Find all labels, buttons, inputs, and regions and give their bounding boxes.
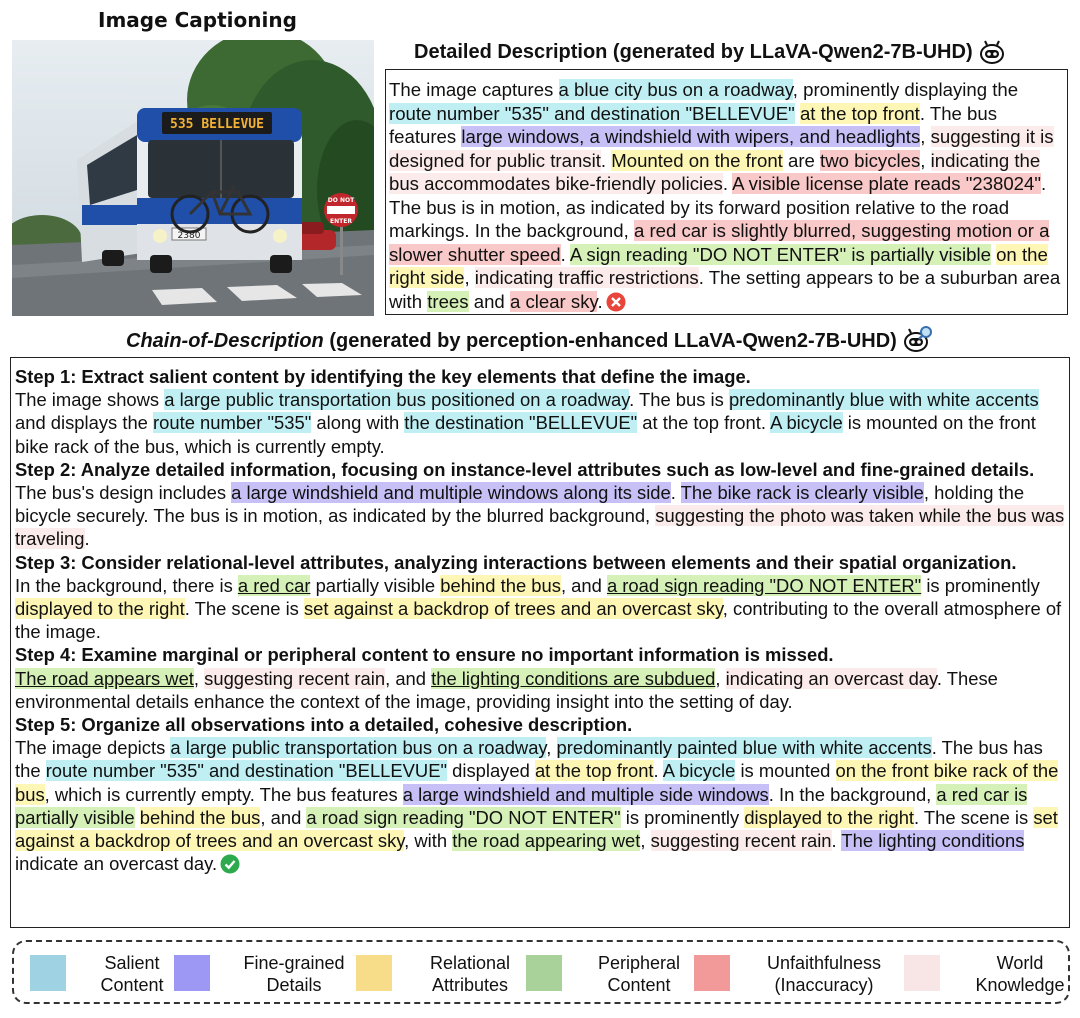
text-segment: . The bus is in motion, as indicated by its forward position relative to the road markings. In the background, xyxy=(389,173,1047,241)
text-segment: The image captures xyxy=(389,79,559,100)
step-body xyxy=(15,388,1067,458)
legend-label-line1: Salient xyxy=(104,953,160,973)
fine-grained-highlight: large windows, a windshield with wipers, and headlights xyxy=(461,126,921,147)
chain-of-description-title-rest: (generated by perception-enhanced LLaVA-Qwen2-7B-UHD) xyxy=(323,330,897,352)
text-segment: . xyxy=(722,173,733,194)
step-body xyxy=(15,667,1067,713)
text-segment: , xyxy=(920,126,931,147)
detailed-description-text xyxy=(389,79,1060,312)
salient-highlight: A bicycle xyxy=(662,760,736,782)
relational-highlight: set against a backdrop of trees and an overcast sky xyxy=(15,806,1058,852)
peripheral-highlight: a red car xyxy=(237,574,311,596)
text-segment: . xyxy=(653,760,663,782)
peripheral-highlight: a road sign reading "DO NOT ENTER" xyxy=(306,806,621,828)
text-segment: , and xyxy=(560,574,607,596)
text-segment: . The bus has the xyxy=(15,737,1043,782)
relational-highlight: displayed to the right xyxy=(15,598,185,620)
legend-swatch-r xyxy=(356,955,392,991)
fine-grained-highlight: The bike rack is clearly visible xyxy=(680,482,924,504)
text-segment: , and xyxy=(260,806,307,828)
text-segment: . The bus features xyxy=(389,102,998,147)
text-segment: , with xyxy=(404,830,453,852)
text-segment: . xyxy=(831,830,842,852)
check-icon xyxy=(220,854,240,879)
text-segment: are xyxy=(782,149,821,171)
fine-grained-highlight: a large windshield and multiple windows along its side xyxy=(231,482,671,504)
relational-highlight: set against a backdrop of trees and an overcast sky xyxy=(303,598,723,620)
text-segment: . xyxy=(84,528,90,550)
route-sign-text: 535 BELLEVUE xyxy=(170,117,264,132)
legend-label-line2: Content xyxy=(607,975,671,995)
salient-highlight: route number "535" xyxy=(153,412,312,434)
text-segment: is prominently xyxy=(921,574,1040,596)
unfaithful-highlight: a clear sky xyxy=(509,290,598,312)
peripheral-highlight: a road sign reading "DO NOT ENTER" xyxy=(606,574,922,596)
text-segment: . These environmental details enhance the context of the image, providing insight into the setting of day. xyxy=(15,667,998,712)
chain-of-description-box xyxy=(10,357,1070,928)
relational-highlight: at the top front xyxy=(534,760,654,782)
world-knowledge-highlight: indicating traffic restrictions xyxy=(474,267,699,288)
text-segment: at the top front. xyxy=(637,412,771,434)
text-segment: . The bus is xyxy=(629,389,729,411)
robot-magnifier-icon xyxy=(903,325,933,359)
salient-highlight: predominantly painted blue with white accents xyxy=(556,737,932,759)
text-segment: , contributing to the overall atmosphere of the image. xyxy=(15,598,1062,643)
text-segment: The image depicts xyxy=(15,737,171,759)
world-knowledge-highlight: suggesting recent rain xyxy=(204,667,386,689)
text-segment: and displays the xyxy=(15,412,154,434)
salient-highlight: route number "535" and destination "BELLEVUE" xyxy=(389,102,795,124)
text-segment: . In the background, xyxy=(768,783,937,805)
legend-label-line1: Peripheral xyxy=(597,953,681,973)
robot-icon xyxy=(979,40,1005,70)
world-knowledge-highlight: suggesting it is designed for public transit xyxy=(389,126,1054,171)
step-body xyxy=(15,574,1067,644)
legend-label-line2: Knowledge xyxy=(975,975,1065,995)
step-heading: Step 5: Organize all observations into a detailed, cohesive description. xyxy=(15,714,633,736)
text-segment: is prominently xyxy=(620,806,745,828)
image-captioning-title: Image Captioning xyxy=(98,8,297,32)
detailed-description-title-text: Detailed Description (generated by LLaVA-Qwen2-7B-UHD) xyxy=(414,41,973,63)
legend xyxy=(12,940,1070,1004)
relational-highlight: at the top front xyxy=(799,102,920,124)
text-segment: , which is currently empty. The bus features xyxy=(44,783,403,805)
fine-grained-highlight: The lighting conditions xyxy=(841,830,1025,852)
unfaithful-highlight: two bicycles xyxy=(820,149,921,171)
legend-label-line1: World xyxy=(996,953,1044,973)
salient-highlight: a large public transportation bus positioned on a roadway xyxy=(164,389,630,411)
text-segment: In the background, there is xyxy=(15,574,238,596)
relational-highlight: Mounted on the front xyxy=(611,149,783,171)
text-segment: , and xyxy=(385,667,432,689)
relational-highlight: displayed to the right xyxy=(744,806,915,828)
text-segment: . xyxy=(597,290,603,312)
text-segment xyxy=(135,807,140,828)
text-segment: is mounted xyxy=(735,760,836,782)
step-heading: Step 4: Examine marginal or peripheral content to ensure no important information is missed. xyxy=(15,644,834,666)
text-segment: , xyxy=(920,149,931,171)
relational-highlight: behind the bus xyxy=(139,806,261,828)
peripheral-highlight: the road appearing wet xyxy=(452,830,641,852)
world-knowledge-highlight: indicating an overcast day xyxy=(725,667,937,689)
text-segment: The image shows xyxy=(15,389,165,411)
text-segment: . xyxy=(600,149,612,171)
salient-highlight: A bicycle xyxy=(770,412,843,434)
legend-swatch-f xyxy=(174,955,210,991)
salient-highlight: a large public transportation bus on a roadway xyxy=(170,737,547,759)
legend-label-line2: Content xyxy=(100,975,164,995)
peripheral-highlight: the lighting conditions are subdued xyxy=(431,667,716,689)
legend-label-line1: Relational xyxy=(429,953,511,973)
text-segment: and xyxy=(468,290,510,312)
unfaithful-highlight: a red car is slightly blurred, suggesting motion or a slower shutter speed xyxy=(389,220,1050,265)
text-segment: . The setting appears to be a suburban area with xyxy=(389,267,1061,312)
text-segment: partially visible xyxy=(310,574,441,596)
salient-highlight: predominantly blue with white accents xyxy=(728,389,1039,411)
text-segment: , xyxy=(546,737,557,759)
text-segment: displayed xyxy=(447,760,535,782)
text-segment: . xyxy=(560,243,570,265)
legend-swatch-u xyxy=(694,955,730,991)
bus-illustration xyxy=(12,40,374,316)
chain-of-description-title-italic: Chain-of-Description xyxy=(126,330,324,352)
detailed-description-title xyxy=(414,40,1005,70)
plate-text: 2380 xyxy=(177,231,201,241)
text-segment: . xyxy=(670,482,681,504)
legend-label-line2: Attributes xyxy=(431,975,509,995)
legend-label-line2: Details xyxy=(266,975,322,995)
text-segment: . The scene is xyxy=(914,806,1034,828)
text-segment: , xyxy=(640,830,651,852)
text-segment: , xyxy=(464,267,475,288)
text-segment: The bus's design includes xyxy=(15,482,232,504)
relational-highlight: on the right side xyxy=(389,243,1048,288)
text-segment: indicate an overcast day. xyxy=(15,853,218,875)
bus-photo xyxy=(12,40,374,316)
legend-swatch-p xyxy=(526,955,562,991)
peripheral-highlight: The road appears wet xyxy=(15,667,194,689)
legend-label-w xyxy=(940,952,1080,996)
legend-label-u xyxy=(744,952,904,996)
salient-highlight: a blue city bus on a roadway xyxy=(558,79,793,100)
text-segment: . The scene is xyxy=(184,598,304,620)
unfaithful-highlight: A visible license plate reads "238024" xyxy=(732,173,1041,194)
legend-label-line2: (Inaccuracy) xyxy=(774,975,874,995)
legend-label-f xyxy=(214,952,374,996)
sign-text-bottom: ENTER xyxy=(330,218,352,225)
text-segment: , prominently displaying the xyxy=(792,79,1019,100)
world-knowledge-highlight: suggesting the photo was taken while the bus was traveling xyxy=(15,505,1065,550)
text-segment: , holding the bicycle securely. The bus is in motion, as indicated by the blurred background, xyxy=(15,482,1025,527)
cross-icon xyxy=(606,292,626,318)
step-body xyxy=(15,736,1067,879)
legend-swatch-w xyxy=(904,955,940,991)
text-segment: is mounted on the front bike rack of the bus, which is currently empty. xyxy=(15,412,1036,457)
world-knowledge-highlight: suggesting recent rain xyxy=(650,830,832,852)
legend-label-line1: Unfaithfulness xyxy=(766,953,882,973)
salient-highlight: the destination "BELLEVUE" xyxy=(404,412,638,434)
peripheral-highlight: a red car is partially visible xyxy=(15,783,1028,828)
fine-grained-highlight: a large windshield and multiple side windows xyxy=(402,783,769,805)
peripheral-highlight: A sign reading "DO NOT ENTER" is partially visible xyxy=(569,243,991,265)
sign-text-top: DO NOT xyxy=(327,197,355,204)
detailed-description-box xyxy=(385,69,1068,315)
salient-highlight: route number "535" and destination "BELLEVUE" xyxy=(45,760,448,782)
text-segment: along with xyxy=(311,412,405,434)
text-segment: , xyxy=(715,667,726,689)
step-body xyxy=(15,481,1067,551)
step-heading: Step 1: Extract salient content by identifying the key elements that define the image. xyxy=(15,366,751,387)
world-knowledge-highlight: indicating the bus accommodates bike-friendly policies xyxy=(389,149,1041,194)
text-segment: , xyxy=(193,667,205,689)
chain-of-description-title xyxy=(126,325,933,359)
step-heading: Step 3: Consider relational-level attributes, analyzing interactions between elements and their spatial organization. xyxy=(15,551,1017,573)
legend-label-line1: Fine-grained xyxy=(243,953,345,973)
relational-highlight: behind the bus xyxy=(440,574,561,596)
step-heading: Step 2: Analyze detailed information, focusing on instance-level attributes such as low-level and fine-grained details. xyxy=(15,458,1035,480)
relational-highlight: on the front bike rack of the bus xyxy=(15,760,1059,805)
peripheral-highlight: trees xyxy=(427,290,469,312)
